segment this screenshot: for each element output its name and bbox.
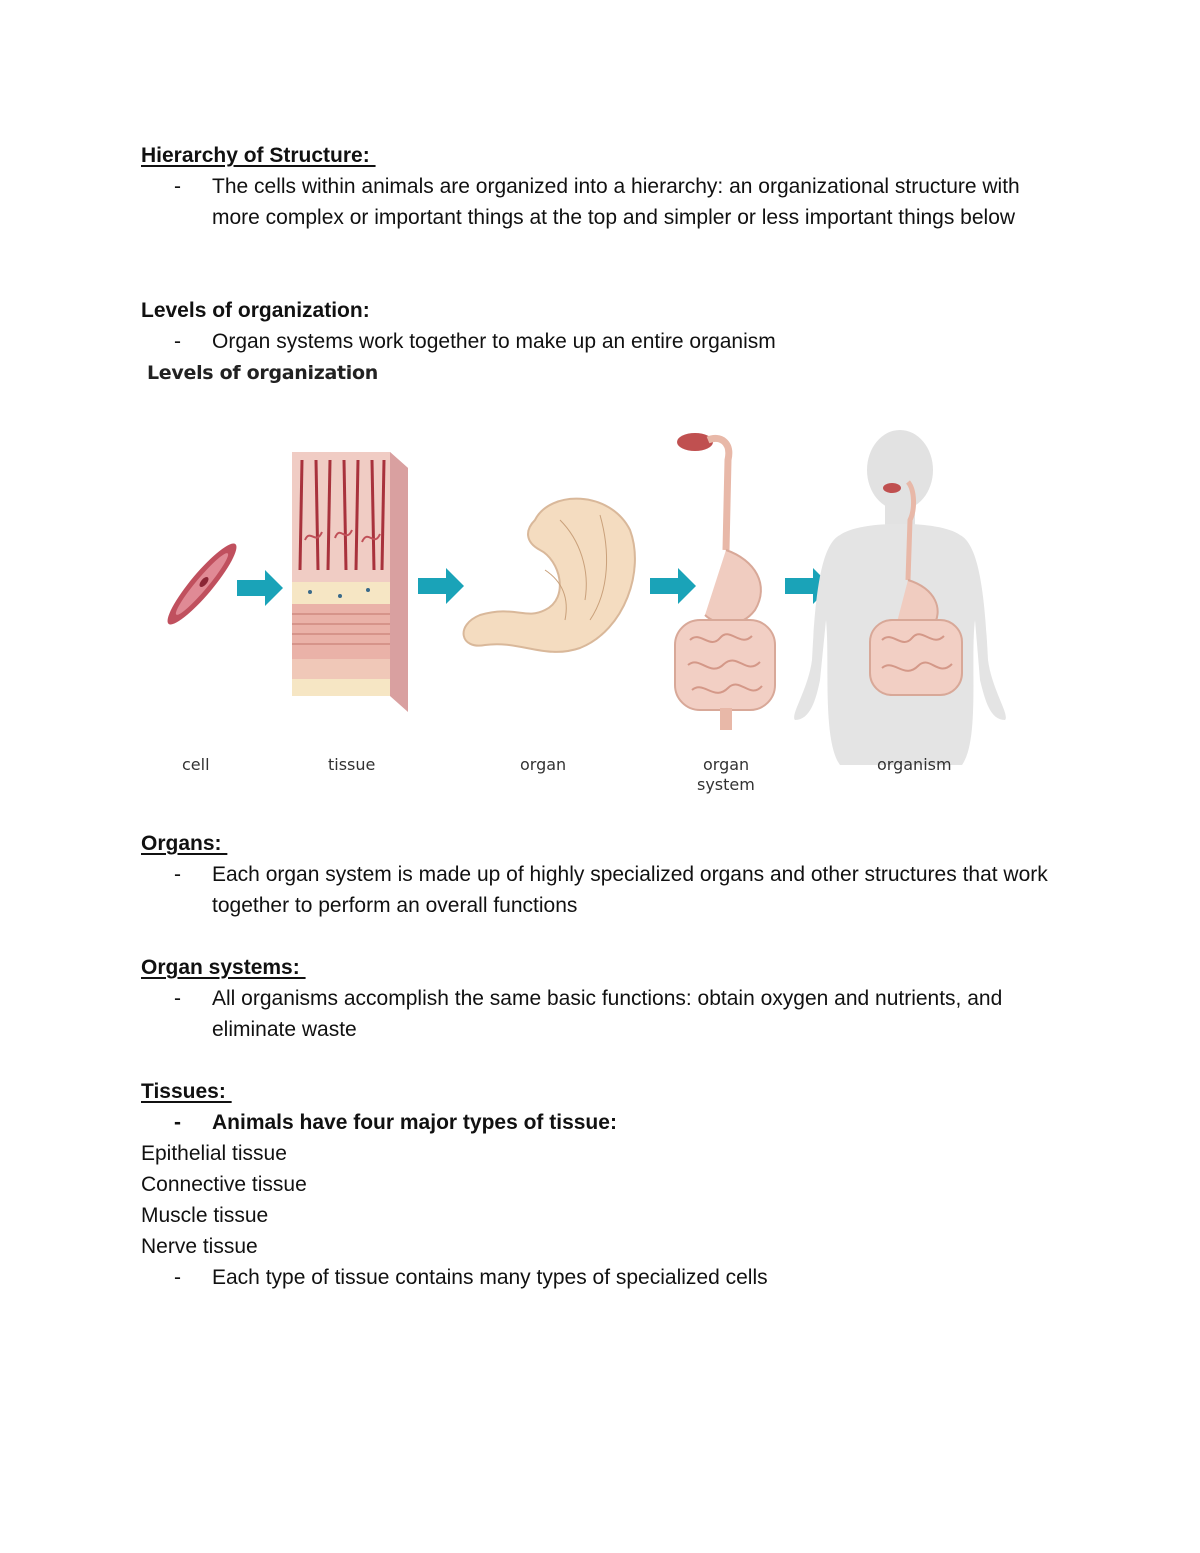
tissue-illustration [292, 452, 408, 712]
bullet-dash: - [174, 175, 181, 198]
levels-heading: Levels of organization: [141, 299, 370, 322]
tissues-final-bullet: Each type of tissue contains many types of specialized cells [212, 1266, 768, 1289]
organ-systems-heading: Organ systems: [141, 956, 306, 979]
arrow-icon [650, 568, 696, 604]
arrow-icon [418, 568, 464, 604]
tissue-type-item: Muscle tissue [141, 1204, 269, 1227]
human-silhouette-illustration [794, 430, 1006, 765]
caption-tissue: tissue [328, 755, 376, 774]
organ-systems-bullet: All organisms accomplish the same basic functions: obtain oxygen and nutrients, and eliminate waste [212, 987, 1003, 1041]
caption-organ-system-line2: system [697, 775, 755, 794]
tissues-heading: Tissues: [141, 1080, 232, 1103]
levels-of-organization-figure [140, 420, 1040, 820]
hierarchy-heading: Hierarchy of Structure: [141, 144, 376, 167]
tissue-type-item: Epithelial tissue [141, 1142, 287, 1165]
hierarchy-bullet: The cells within animals are organized into a hierarchy: an organizational structure with more complex or important things at the top and simpler or less important things below [212, 175, 1020, 229]
figure-title: Levels of organization [147, 362, 378, 384]
arrow-icon [237, 570, 283, 606]
caption-organ: organ [520, 755, 567, 774]
bullet-dash: - [174, 1111, 181, 1134]
caption-cell: cell [182, 755, 210, 774]
caption-organ-system-line1: organ [703, 755, 750, 774]
bullet-dash: - [174, 1266, 181, 1289]
bullet-dash: - [174, 987, 181, 1010]
tissue-type-item: Nerve tissue [141, 1235, 258, 1258]
cell-illustration [160, 537, 244, 631]
bullet-dash: - [174, 330, 181, 353]
organs-bullet: Each organ system is made up of highly specialized organs and other structures that work together to perform an overall functions [212, 863, 1048, 917]
caption-organism: organism [877, 755, 952, 774]
tissue-type-item: Connective tissue [141, 1173, 307, 1196]
levels-bullet: Organ systems work together to make up an entire organism [212, 330, 776, 353]
bullet-dash: - [174, 863, 181, 886]
organs-heading: Organs: [141, 832, 228, 855]
tissues-bullet: Animals have four major types of tissue: [212, 1111, 617, 1134]
stomach-illustration [464, 499, 635, 652]
